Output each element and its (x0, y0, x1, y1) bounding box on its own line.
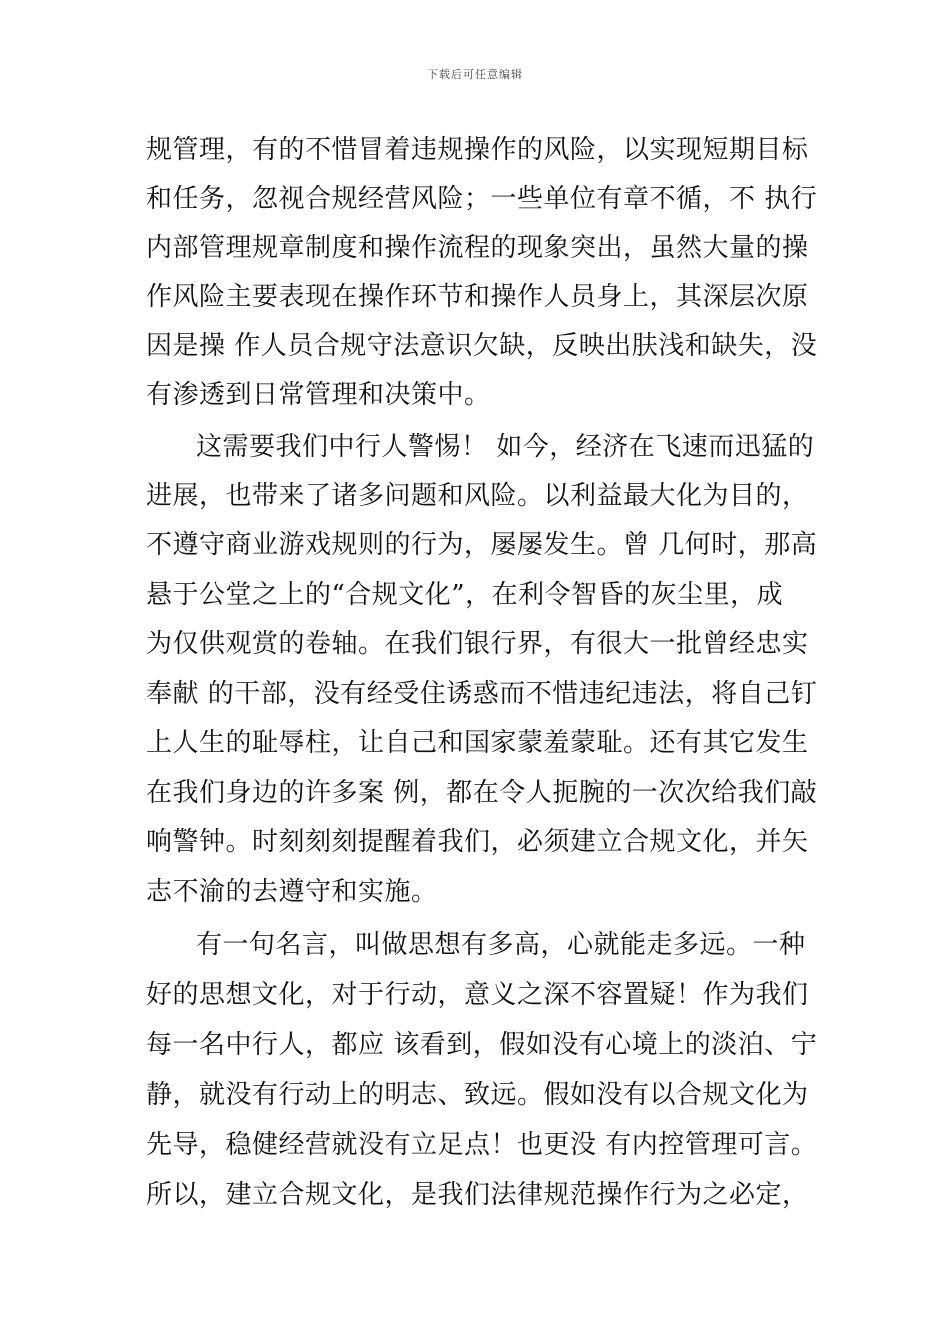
text-line: 志不渝的去遵守和实施。 (146, 877, 438, 907)
text-line: 先导，稳健经营就没有立足点！也更没 有内控管理可言。 (146, 1130, 818, 1160)
text-line: 因是操 作人员合规守法意识欠缺，反映出肤浅和缺失，没 (146, 331, 818, 361)
text-line: 奉献 的干部，没有经受住诱惑而不惜违纪违法，将自己钉 (146, 679, 818, 709)
text-line: 静，就没有行动上的明志、致远。假如没有以合规文化为 (146, 1080, 809, 1110)
paragraph-first-line: 这需要我们中行人警惕！ 如今，经济在飞速而迅猛的 (196, 432, 815, 462)
text-line: 好的思想文化，对于行动，意义之深不容置疑！作为我们 (146, 980, 809, 1010)
text-line: 不遵守商业游戏规则的行为，屡屡发生。曾 几何时，那高 (146, 530, 818, 560)
text-line: 内部管理规章制度和操作流程的现象突出，虽然大量的操 (146, 233, 809, 263)
text-line: 在我们身边的许多案 例，都在令人扼腕的一次次给我们敲 (146, 778, 818, 808)
text-line: 为仅供观赏的卷轴。在我们银行界，有很大一批曾经忠实 (146, 629, 809, 659)
text-line: 每一名中行人，都应 该看到，假如没有心境上的淡泊、宁 (146, 1030, 818, 1060)
text-line: 有渗透到日常管理和决策中。 (146, 380, 491, 410)
text-line: 悬于公堂之上的“合规文化”，在利令智昏的灰尘里，成 (146, 580, 784, 610)
text-line: 上人生的耻辱柱，让自己和国家蒙羞蒙耻。还有其它发生 (146, 728, 809, 758)
text-line: 规管理，有的不惜冒着违规操作的风险，以实现短期目标 (146, 135, 809, 165)
text-line: 进展，也带来了诸多问题和风险。以利益最大化为目的， (146, 481, 809, 511)
page-header: 下载后可任意编辑 (427, 68, 523, 81)
text-line: 作风险主要表现在操作环节和操作人员身上，其深层次原 (146, 282, 809, 312)
text-line: 和任务，忽视合规经营风险；一些单位有章不循，不 执行 (146, 184, 818, 214)
text-line: 响警钟。时刻刻刻提醒着我们，必须建立合规文化，并矢 (146, 827, 809, 857)
paragraph-first-line: 有一句名言，叫做思想有多高，心就能走多远。一种 (196, 930, 806, 960)
text-line: 所以，建立合规文化，是我们法律规范操作行为之必定， (146, 1180, 809, 1210)
